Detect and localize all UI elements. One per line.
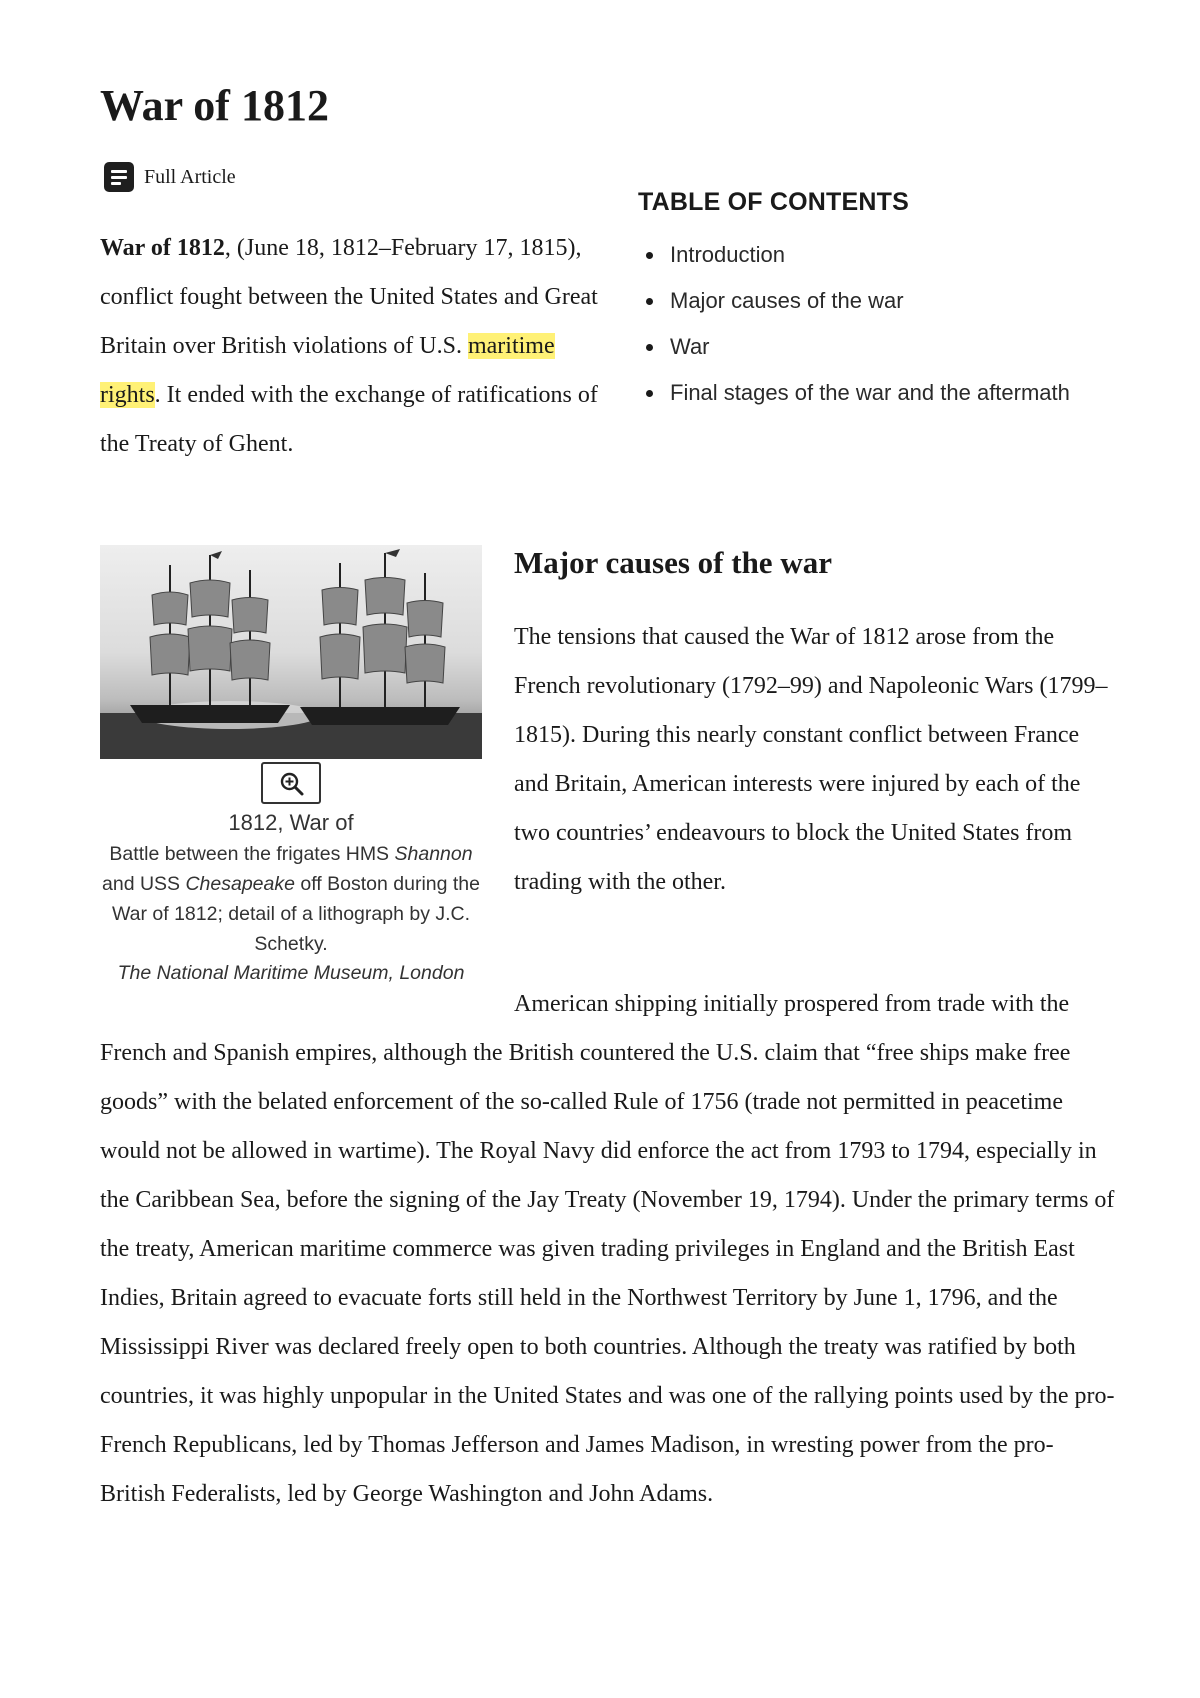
toc-item-introduction[interactable]: Introduction bbox=[638, 239, 1078, 270]
battle-lithograph-image[interactable] bbox=[100, 545, 482, 759]
intro-paragraph bbox=[100, 224, 600, 469]
intro-text-1: , (June 18, 1812–February 17, 1815), conflict fought between the United States and Great Britain over British violations of U.S. bbox=[100, 235, 598, 359]
caption-text-part: off Boston during the War of 1812; detail of a lithograph by J.C. Schetky. bbox=[111, 873, 480, 955]
caption-text-part: and USS bbox=[102, 873, 186, 895]
section-heading: Major causes of the war bbox=[514, 545, 832, 580]
figure bbox=[100, 545, 482, 984]
section-paragraph-2: American shipping initially prospered from trade with the French and Spanish empires, although the British countered the U.S. claim that “free ships make free goods” with the belated enforcement of the so-called Rule of 1756 (trade not permitted in peacetime would not be allowed in wartime). The Royal Navy did enforce the act from 1793 to 1794, especially in the Caribbean Sea, before the signing of the Jay Treaty (November 19, 1794). Under the primary terms of the treaty, American maritime commerce was given trading privileges in England and the British East Indies, Britain agreed to evacuate forts still held in the Northwest Territory by June 1, 1796, and the Mississippi River was declared freely open to both countries. Although the treaty was ratified by both countries, it was highly unpopular in the United States and was one of the rallying points used by the pro-French Republicans, led by Thomas Jefferson and James Madison, in wresting power from the pro-British Federalists, led by George Washington and John Adams. bbox=[100, 991, 1115, 1507]
full-article-label: Full Article bbox=[144, 165, 236, 188]
caption-ship-name: Chesapeake bbox=[185, 873, 295, 895]
article-title: War of 1812 bbox=[100, 81, 329, 130]
toc-item-major-causes[interactable]: Major causes of the war bbox=[638, 285, 1078, 316]
toc-heading: TABLE OF CONTENTS bbox=[638, 188, 909, 216]
table-of-contents bbox=[638, 188, 1078, 423]
caption-title: 1812, War of bbox=[228, 810, 354, 835]
toc-list bbox=[638, 239, 1078, 408]
caption-credit: The National Maritime Museum, London bbox=[117, 962, 465, 984]
document-icon bbox=[104, 162, 134, 192]
highlighted-term: maritime rights bbox=[100, 333, 555, 408]
zoom-button[interactable] bbox=[261, 762, 321, 804]
toc-item-war[interactable]: War bbox=[638, 331, 1078, 362]
zoom-in-icon bbox=[279, 771, 305, 797]
full-article-link[interactable] bbox=[104, 162, 236, 192]
figure-caption bbox=[100, 807, 482, 987]
toc-item-final-stages[interactable]: Final stages of the war and the aftermath bbox=[638, 377, 1078, 408]
intro-term: War of 1812 bbox=[100, 235, 225, 261]
section-paragraph-1: The tensions that caused the War of 1812 arose from the French revolutionary (1792–99) and Napoleonic Wars (1799–1815). During this nearly constant conflict between France and Britain, American interests were injured by each of the two countries’ endeavours to block the United States from trading with the other. bbox=[514, 624, 1108, 895]
caption-text-part: Battle between the frigates HMS bbox=[109, 843, 395, 865]
caption-text bbox=[100, 839, 482, 959]
intro-text-2: . It ended with the exchange of ratifications of the Treaty of Ghent. bbox=[100, 382, 598, 457]
caption-ship-name: Shannon bbox=[394, 843, 473, 865]
